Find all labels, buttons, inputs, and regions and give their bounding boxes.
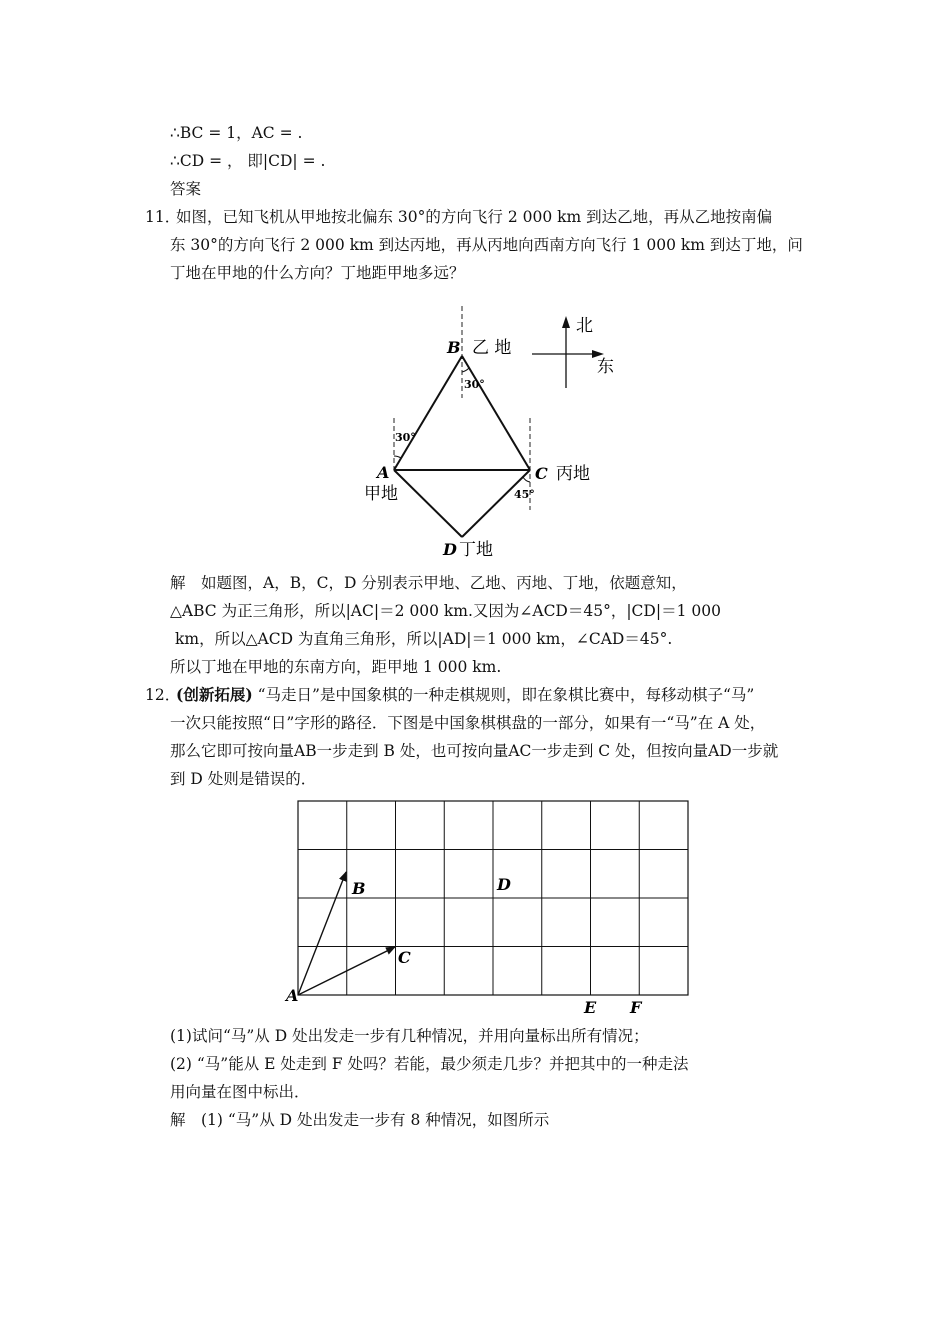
q12-text-3: 那么它即可按向量AB一步走到 B 处，也可按向量AC一步走到 C 处，但按向量AD一步就 xyxy=(170,742,779,760)
q12-text-2: 一次只能按照“日”字形的路径．下图是中国象棋棋盘的一部分，如果有一“马”在 A 处， xyxy=(170,714,766,732)
q11-solution-3: km，所以△ACD 为直角三角形，所以|AD|＝1 000 km，∠CAD＝45°. xyxy=(175,630,673,648)
q11-solution-1: 解 如题图，A，B，C，D 分别表示甲地、乙地、丙地、丁地，依题意知， xyxy=(170,574,687,592)
fig11-name-b: 乙 地 xyxy=(472,338,512,358)
q12-text-4: 到 D 处则是错误的． xyxy=(170,770,317,788)
top-line-2: ∴CD = ， 即|CD| = . xyxy=(170,152,326,170)
board-label-c: C xyxy=(398,948,411,967)
fig11-angle-b: 30° xyxy=(464,378,485,391)
q11-solution-4: 所以丁地在甲地的东南方向，距甲地 1 000 km. xyxy=(170,658,502,676)
answer-label: 答案 xyxy=(170,180,202,198)
board-label-d: D xyxy=(497,875,511,894)
fig11-name-c: 丙地 xyxy=(556,464,590,484)
compass-east-label: 东 xyxy=(597,357,614,377)
fig11-angle-a: 30° xyxy=(395,431,416,444)
q12-solution-1: 解 (1) “马”从 D 处出发走一步有 8 种情况，如图所示 xyxy=(170,1111,550,1129)
top-line-1: ∴BC = 1，AC = . xyxy=(170,124,303,142)
fig11-name-a: 甲地 xyxy=(364,484,398,504)
q12-tag: (创新拓展) xyxy=(176,685,253,704)
fig11-label-c: C xyxy=(535,464,548,483)
fig11-angle-c: 45° xyxy=(514,488,535,501)
board-label-b: B xyxy=(352,879,366,898)
q11-number: 11． xyxy=(145,208,181,226)
fig11-label-b: B xyxy=(447,338,461,357)
fig11-label-a: A xyxy=(377,463,390,482)
q12-part-1: (1)试问“马”从 D 处出发走一步有几种情况，并用向量标出所有情况； xyxy=(170,1027,649,1045)
fig11-label-d: D xyxy=(443,540,457,559)
q12-number: 12． xyxy=(145,686,181,704)
q11-solution-2: △ABC 为正三角形，所以|AC|＝2 000 km.又因为∠ACD＝45°，|CD|＝1 000 xyxy=(170,602,721,620)
q12-part-2a: (2) “马”能从 E 处走到 F 处吗？若能，最少须走几步？并把其中的一种走法 xyxy=(170,1055,689,1073)
board-label-f: F xyxy=(630,998,642,1017)
q11-text-3: 丁地在甲地的什么方向？丁地距甲地多远？ xyxy=(170,264,465,282)
q12-part-2b: 用向量在图中标出． xyxy=(170,1083,310,1101)
fig11-name-d: 丁地 xyxy=(459,540,493,560)
compass-north-label: 北 xyxy=(576,316,593,336)
q11-text-1: 如图，已知飞机从甲地按北偏东 30°的方向飞行 2 000 km 到达乙地，再从乙地按南偏 xyxy=(176,208,773,226)
board-label-a: A xyxy=(286,986,299,1005)
q12-text-1: “马走日”是中国象棋的一种走棋规则，即在象棋比赛中，每移动棋子“马” xyxy=(252,686,755,704)
board-label-e: E xyxy=(584,998,597,1017)
q11-text-2: 东 30°的方向飞行 2 000 km 到达丙地，再从丙地向西南方向飞行 1 000 km 到达丁地，问 xyxy=(170,236,803,254)
vector-ab xyxy=(298,872,346,995)
